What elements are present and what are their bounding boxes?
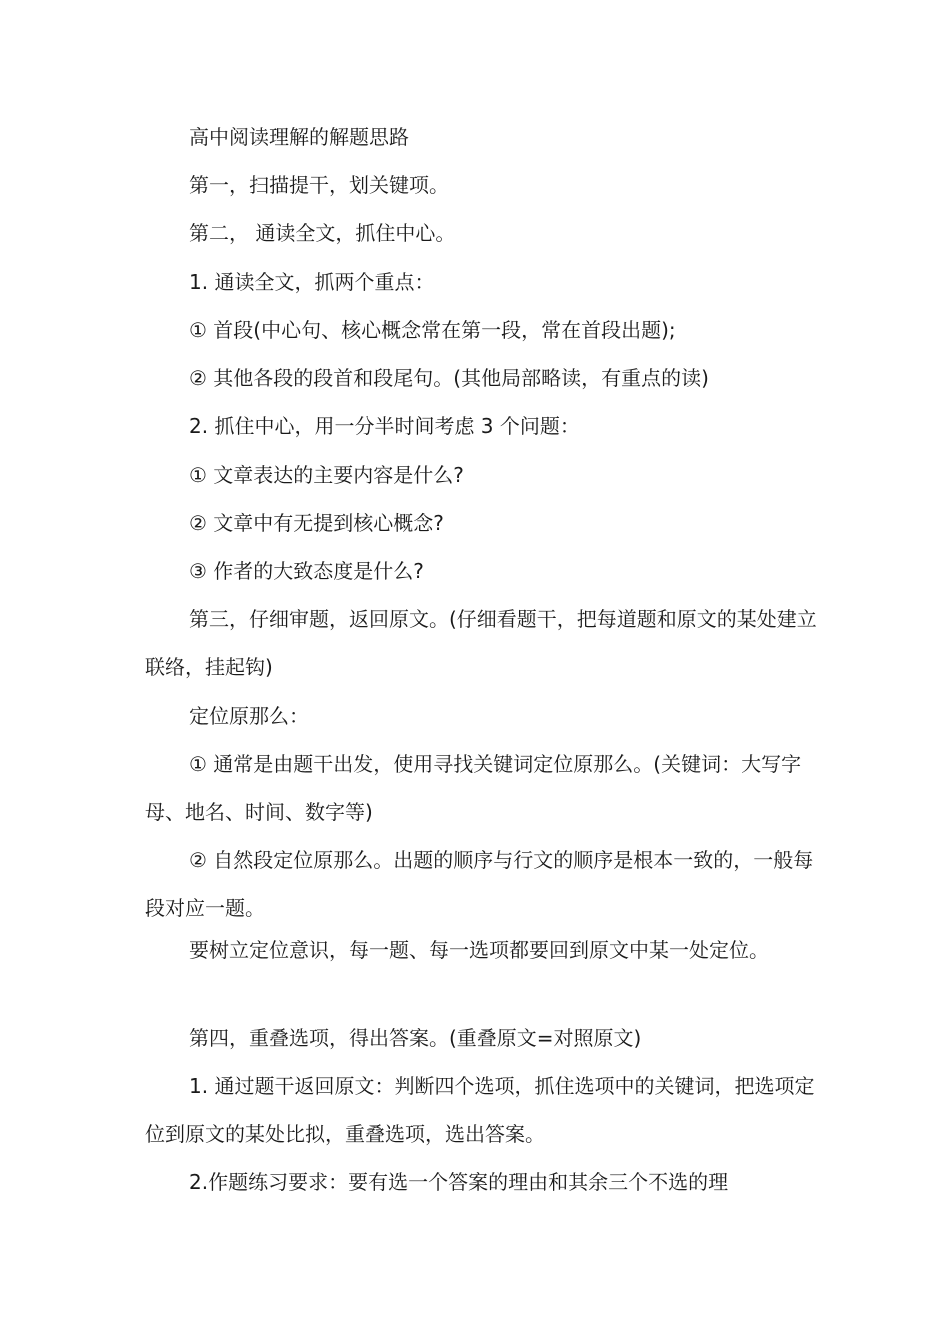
paragraph-other-paragraphs: ② 其他各段的段首和段尾句。(其他局部略读，有重点的读) — [189, 366, 709, 390]
paragraph-step-two: 第二， 通读全文，抓住中心。 — [189, 221, 456, 245]
paragraph-question-2: ② 文章中有无提到核心概念? — [189, 511, 444, 535]
paragraph-locating-principle: 定位原那么： — [189, 704, 309, 728]
paragraph-first-paragraph: ① 首段(中心句、核心概念常在第一段，常在首段出题); — [189, 318, 676, 342]
paragraph-return-to-text: 1. 通过题干返回原文：判断四个选项，抓住选项中的关键词，把选项定位到原文的某处比拟，重叠选项，选出答案。 — [145, 1074, 815, 1146]
paragraph-question-1: ① 文章表达的主要内容是什么? — [189, 463, 464, 487]
paragraph-point-2: 2. 抓住中心，用一分半时间考虑 3 个问题： — [189, 414, 580, 438]
paragraph-step-one: 第一，扫描提干，划关键项。 — [189, 173, 449, 197]
paragraph-keyword-locating: ① 通常是由题干出发，使用寻找关键词定位原那么。(关键词：大写字母、地名、时间、数字等) — [145, 752, 802, 824]
paragraph-practice-requirement: 2.作题练习要求：要有选一个答案的理由和其余三个不选的理 — [189, 1170, 729, 1194]
paragraph-point-1: 1. 通读全文，抓两个重点： — [189, 270, 435, 294]
document-title: 高中阅读理解的解题思路 — [189, 125, 409, 149]
paragraph-step-four: 第四，重叠选项，得出答案。(重叠原文=对照原文) — [189, 1026, 642, 1050]
paragraph-locating-awareness: 要树立定位意识，每一题、每一选项都要回到原文中某一处定位。 — [189, 938, 769, 962]
paragraph-step-three: 第三，仔细审题，返回原文。(仔细看题干，把每道题和原文的某处建立联络，挂起钩) — [145, 607, 817, 679]
paragraph-natural-paragraph-locating: ② 自然段定位原那么。出题的顺序与行文的顺序是根本一致的，一般每段对应一题。 — [145, 848, 814, 920]
paragraph-question-3: ③ 作者的大致态度是什么? — [189, 559, 424, 583]
